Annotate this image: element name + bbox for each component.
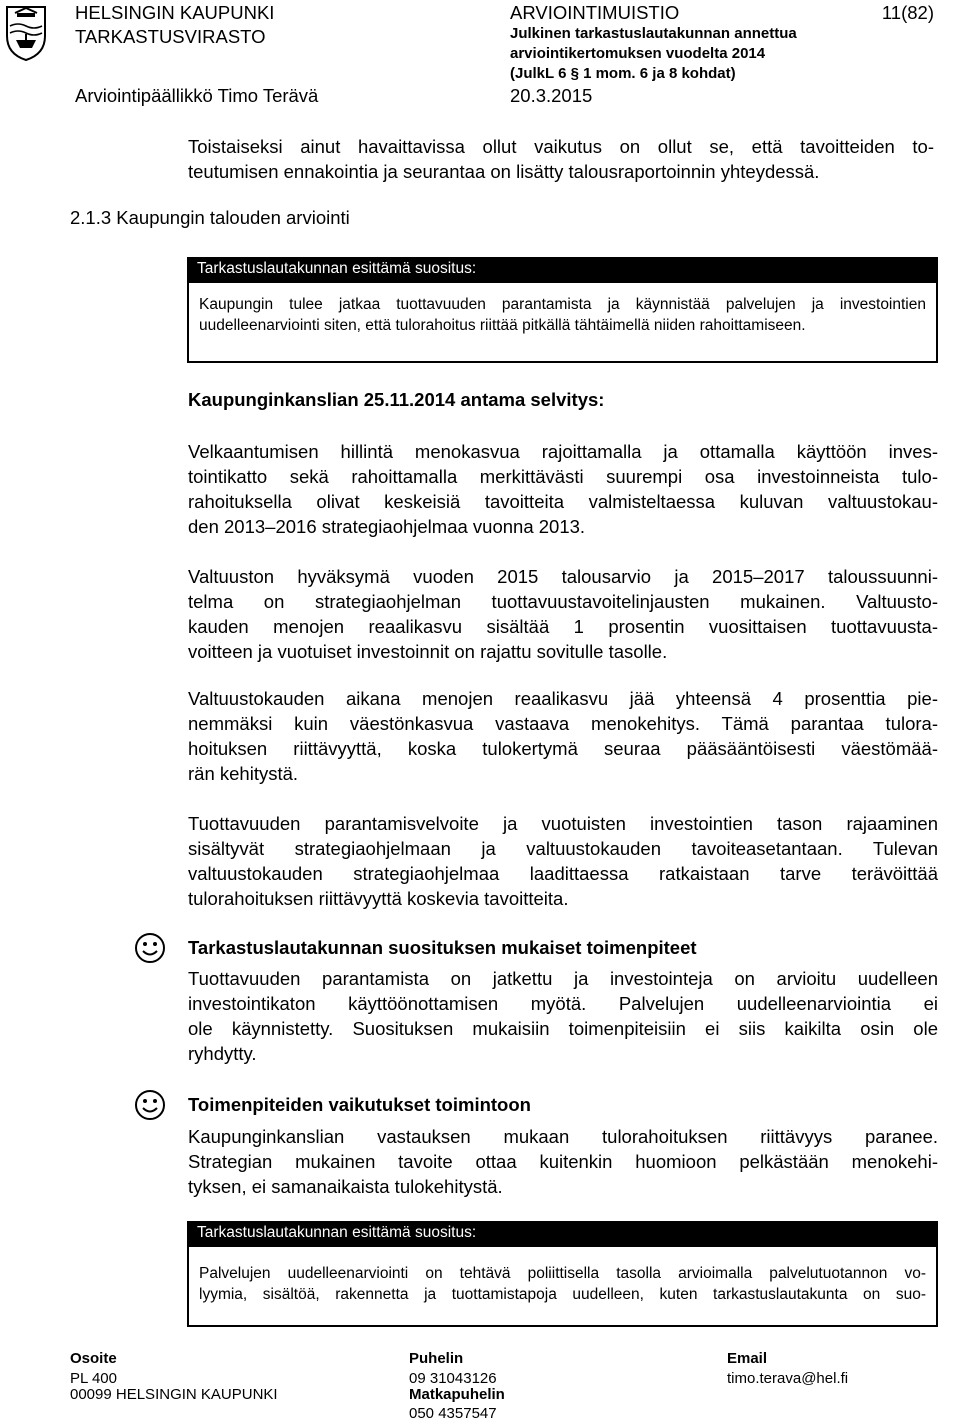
doc-date: 20.3.2015 <box>510 85 593 106</box>
intro-paragraph <box>188 134 934 184</box>
text-line: Strategian mukainen tavoite ottaa kuitenkin huomioon pelkästään menokehi- <box>188 1151 938 1172</box>
recommendation-box <box>187 257 938 363</box>
text-line: teutumisen ennakointia ja seurantaa on lisätty talousraportoinnin yhteydessä. <box>188 161 820 182</box>
footer-phone: 09 31043126 <box>409 1370 497 1387</box>
text-line: Tuottavuuden parantamisvelvoite ja vuotuisten investointien tason rajaaminen <box>188 813 938 834</box>
text-line: tyksen, ei samanaikaista tulokehitystä. <box>188 1176 503 1197</box>
text-line: uudelleenarviointi siten, että tulorahoitus riittää pitkällä tähtäimellä niiden rahoittamiseen. <box>199 317 806 334</box>
statement-paragraph <box>188 811 938 911</box>
footer-email-label: Email <box>727 1350 768 1367</box>
recommendation-box-title: Tarkastuslautakunnan esittämä suositus: <box>187 257 938 281</box>
text-line: den 2013–2016 strategiaohjelmaa vuonna 2013. <box>188 516 586 537</box>
statement-paragraph <box>188 439 938 539</box>
footer-phone-label: Puhelin <box>409 1350 464 1367</box>
text-line: Valtuuston hyväksymä vuoden 2015 talousarvio ja 2015–2017 taloussuunni- <box>188 566 938 587</box>
section-title: 2.1.3 Kaupungin talouden arviointi <box>70 207 350 228</box>
text-line: tulorahoituksen riittävyyttä koskevia tavoitteita. <box>188 888 569 909</box>
footer-address-line1: PL 400 <box>70 1370 117 1387</box>
org-department: TARKASTUSVIRASTO <box>75 26 266 47</box>
text-line: Velkaantumisen hillintä menokasvua rajoittamalla ja ottamalla käyttöön inves- <box>188 441 938 462</box>
text-line: Toistaiseksi ainut havaittavissa ollut vaikutus on ollut se, että tavoitteiden to- <box>188 136 934 157</box>
footer-address-label: Osoite <box>70 1350 117 1367</box>
doc-desc-line1: Julkinen tarkastuslautakunnan annettua <box>510 25 797 42</box>
text-line: hoituksen riittävyyttä, koska tulokertymä seuraa pääsääntöisesti väestömää- <box>188 738 938 759</box>
footer-email[interactable]: timo.terava@hel.fi <box>727 1370 849 1387</box>
text-line: tointikatto sekä rahoittamalla merkittävästi suurempi osa investoinneista tulo- <box>188 466 938 487</box>
doc-desc-line3: (JulkL 6 § 1 mom. 6 ja 8 kohdat) <box>510 65 736 82</box>
recommendation-box-body <box>187 1245 938 1327</box>
statement-heading: Kaupunginkanslian 25.11.2014 antama selvitys: <box>188 389 605 410</box>
action-paragraph <box>188 966 938 1066</box>
statement-paragraph <box>188 686 938 786</box>
text-line: valtuustokauden strategiaohjelmaa laadittaessa ratkaistaan tarve terävöittää <box>188 863 938 884</box>
footer-mobile-label: Matkapuhelin <box>409 1386 505 1403</box>
text-line: rän kehitystä. <box>188 763 299 784</box>
recommendation-box-body <box>187 281 938 363</box>
text-line: ryhdytty. <box>188 1043 257 1064</box>
footer-mobile: 050 4357547 <box>409 1405 497 1422</box>
statement-paragraph <box>188 564 938 664</box>
text-line: investointikaton käyttöönottamisen myötä. Palvelujen uudelleenarviointia ei <box>188 993 938 1014</box>
recommendation-box-title: Tarkastuslautakunnan esittämä suositus: <box>187 1221 938 1245</box>
helsinki-crest-logo <box>4 4 48 62</box>
text-line: rahoituksella olivat keskeisiä tavoitteita valmisteltaessa kuluvan valtuustokau- <box>188 491 938 512</box>
doc-type: ARVIOINTIMUISTIO <box>510 2 680 23</box>
page-number: 11(82) <box>881 2 934 23</box>
action-heading: Tarkastuslautakunnan suosituksen mukaiset toimenpiteet <box>188 937 697 958</box>
text-line: Palvelujen uudelleenarviointi on tehtävä poliittisella tasolla arvioimalla palvelutuotannon vo- <box>199 1265 926 1282</box>
author: Arviointipäällikkö Timo Terävä <box>75 85 319 106</box>
text-line: Tuottavuuden parantamista on jatkettu ja investointeja on arvioitu uudelleen <box>188 968 938 989</box>
text-line: Kaupunginkanslian vastauksen mukaan tulorahoituksen riittävyys paranee. <box>188 1126 938 1147</box>
action-heading: Toimenpiteiden vaikutukset toimintoon <box>188 1094 531 1115</box>
action-paragraph <box>188 1124 938 1199</box>
org-name: HELSINGIN KAUPUNKI <box>75 2 275 23</box>
recommendation-box <box>187 1221 938 1327</box>
text-line: Valtuustokauden aikana menojen reaalikasvu jää yhteensä 4 prosenttia pie- <box>188 688 938 709</box>
text-line: ole käynnistetty. Suosituksen mukaisiin toimenpiteisiin ei siis kaikilta osin ole <box>188 1018 938 1039</box>
text-line: Kaupungin tulee jatkaa tuottavuuden parantamista ja käynnistää palvelujen ja investointien <box>199 296 926 313</box>
doc-desc-line2: arviointikertomuksen vuodelta 2014 <box>510 45 766 62</box>
text-line: voitteen ja vuotuiset investoinnit on rajattu sovitulle tasolle. <box>188 641 668 662</box>
smiley-face-icon <box>134 932 166 964</box>
text-line: nemmäksi kuin väestönkasvua vastaava menokehitys. Tämä parantaa tulora- <box>188 713 938 734</box>
text-line: sisältyvät strategiaohjelmaan ja valtuustokauden tavoiteasetantaan. Tulevan <box>188 838 938 859</box>
text-line: lyymia, sisältöä, rakennetta ja tuottamistapoja uudelleen, kuten tarkastuslautakunta on suo- <box>199 1286 926 1303</box>
smiley-face-icon <box>134 1089 166 1121</box>
footer-address-line2: 00099 HELSINGIN KAUPUNKI <box>70 1386 278 1403</box>
text-line: kauden menojen reaalikasvu sisältää 1 prosentin vuosittaisen tuottavuusta- <box>188 616 938 637</box>
text-line: telma on strategiaohjelman tuottavuustavoitelinjausten mukainen. Valtuusto- <box>188 591 938 612</box>
